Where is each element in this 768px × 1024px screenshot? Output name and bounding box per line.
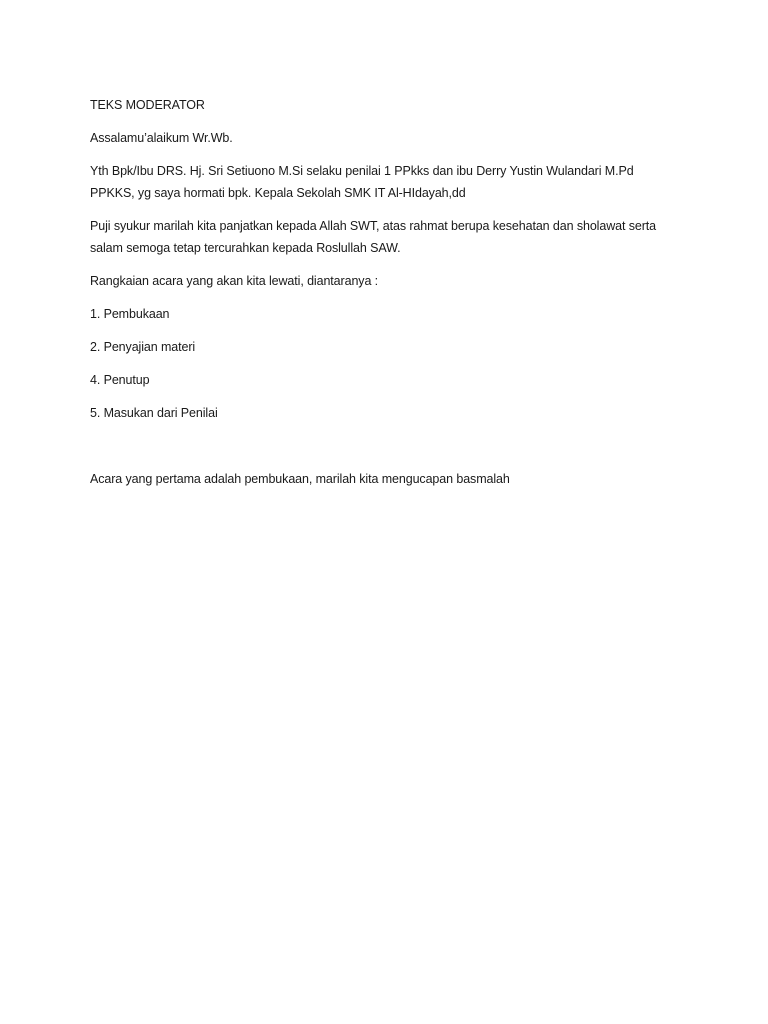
address-line: Yth Bpk/Ibu DRS. Hj. Sri Setiuono M.Si selaku penilai 1 PPkks dan ibu Derry Yustin Wulandari M.Pd	[90, 164, 634, 178]
closing-paragraph: Acara yang pertama adalah pembukaan, marilah kita mengucapan basmalah	[90, 472, 510, 486]
agenda-item: 1. Pembukaan	[90, 307, 170, 321]
praise-paragraph	[90, 215, 690, 259]
agenda-intro: Rangkaian acara yang akan kita lewati, diantaranya :	[90, 274, 379, 288]
agenda-item: 5. Masukan dari Penilai	[90, 406, 218, 420]
praise-line: Puji syukur marilah kita panjatkan kepada Allah SWT, atas rahmat berupa kesehatan dan sholawat serta	[90, 219, 657, 233]
document-title: TEKS MODERATOR	[90, 98, 205, 112]
document-body	[90, 94, 690, 490]
address-paragraph	[90, 160, 690, 204]
greeting: Assalamu’alaikum Wr.Wb.	[90, 131, 233, 145]
agenda-item: 4. Penutup	[90, 373, 150, 387]
agenda-item: 2. Penyajian materi	[90, 340, 196, 354]
praise-line: salam semoga tetap tercurahkan kepada Roslullah SAW.	[90, 241, 401, 255]
address-line: PPKKS, yg saya hormati bpk. Kepala Sekolah SMK IT Al-HIdayah,dd	[90, 186, 466, 200]
